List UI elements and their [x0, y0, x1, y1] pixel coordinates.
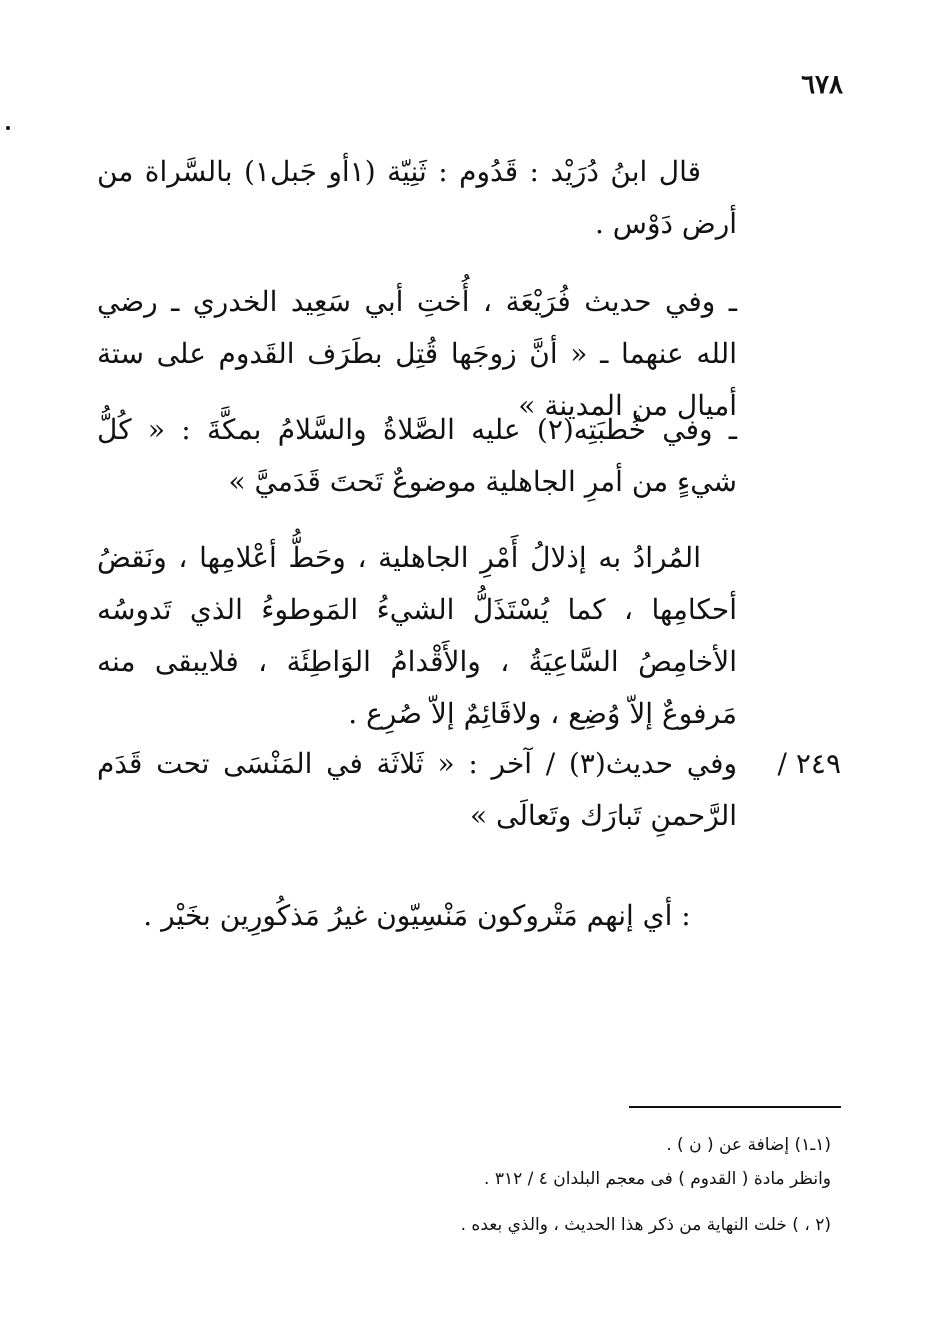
footnotes — [171, 1128, 831, 1242]
footnote-divider — [629, 1106, 841, 1108]
paragraph-khutbah-makkah: ـ وفي خُطبَتِه(٢) عليه الصَّلاةُ والسَّلامُ بمكَّةَ : « كُلُّ شيءٍ من أمرِ الجاهلية موضوعٌ تَحتَ قَدَميَّ » — [97, 413, 738, 498]
paragraph-hadith-thalatha: وفي حديث(٣) / آخر : « ثَلاثَة في المَنْسَى تحت قَدَم الرَّحمنِ تَبارَك وتَعالَى » — [97, 747, 737, 832]
paragraph-ibn-durayd: قال ابنُ دُرَيْد : قَدُوم : ثَنِيّة (١أو جَبل١) بالسَّراة من أرض دَوْس . — [97, 155, 737, 240]
margin-mark — [6, 126, 10, 130]
footnote-1: (١ـ١) إضافة عن ( ن ) . — [666, 1135, 831, 1155]
page-number: ٦٧٨ — [801, 70, 843, 100]
paragraph-meaning: : أي إنهم مَتْروكون مَنْسِيّون غيرُ مَذكُورِين بخَيْر . — [143, 899, 691, 932]
paragraph-hadith-furayah: ـ وفي حديث فُرَيْعَة ، أُختِ أبي سَعِيد الخدري ـ رضي الله عنهما ـ « أنَّ زوجَها قُتِل بطَرَف القَدوم على ستة أميال من المدينة » — [97, 285, 737, 422]
hadith-number: ٢٤٩ / — [777, 747, 841, 780]
footnote-2: (٢ ، ) خلت النهاية من ذكر هذا الحديث ، والذي بعده . — [460, 1215, 831, 1235]
footnote-1-continued: وانظر مادة ( القدوم ) فى معجم البلدان ٤ / ٣١٢ . — [484, 1169, 831, 1189]
paragraph-explanation: المُرادُ به إذلالُ أَمْرِ الجاهلية ، وحَطُّ أعْلامِها ، ونَقضُ أحكامِها ، كما يُسْتَذَلُّ الشيءُ المَوطوءُ الذي تَدوسُه الأخامِصُ السَّاعِيَةُ ، والأَقْدامُ الوَاطِئَة ، فلايبقى منه مَرفوعٌ إلاّ وُضِع ، ولاقَائِمٌ إلاّ صُرِع . — [97, 541, 737, 730]
